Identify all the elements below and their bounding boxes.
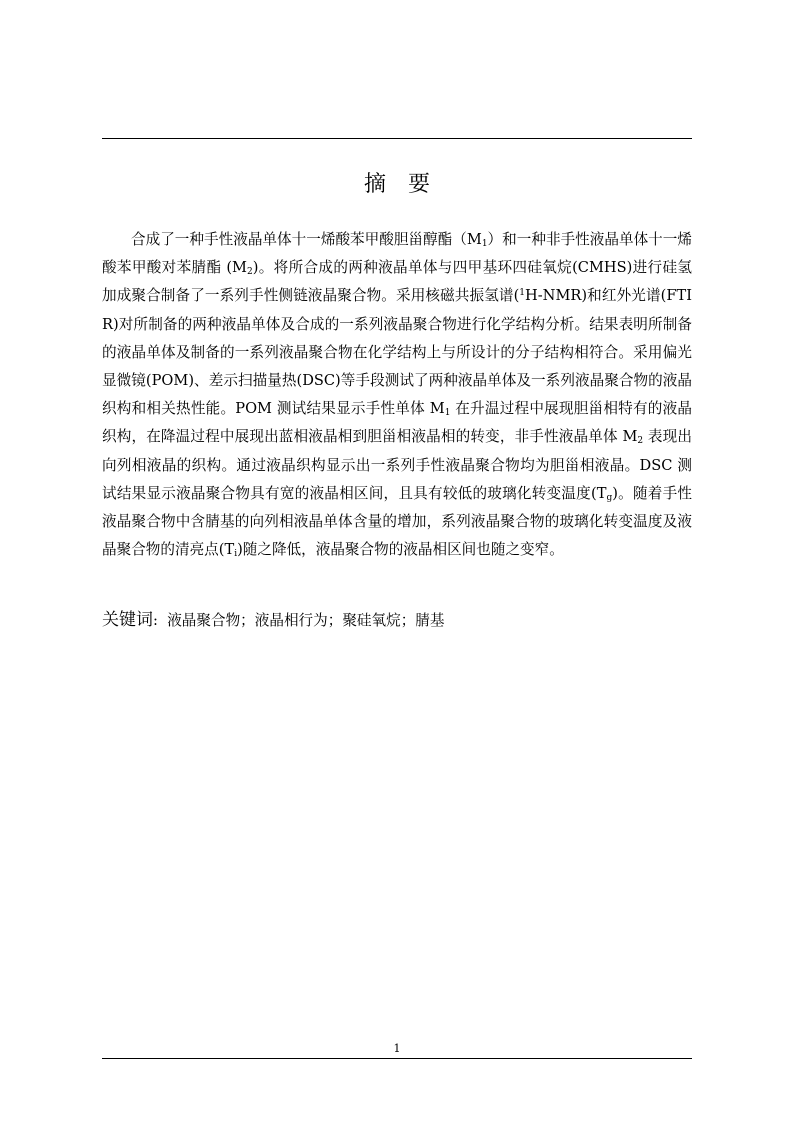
abstract-text-7: )。随着手性液晶聚合物中含腈基的向列相液晶单体含量的增加，系列液晶聚合物的玻璃化转变温度及液晶聚合物的清亮点(T xyxy=(102,484,692,559)
keywords-list: 液晶聚合物；液晶相行为；聚硅氧烷；腈基 xyxy=(167,612,445,629)
abstract-title xyxy=(102,170,692,200)
abstract-sup-3: 1 xyxy=(519,288,526,299)
abstract-sub-1: 1 xyxy=(481,239,488,249)
abstract-title-char-2: 要 xyxy=(408,172,431,197)
abstract-title-char-1: 摘 xyxy=(363,172,386,197)
abstract-text-8: )随之降低，液晶聚合物的液晶相区间也随之变窄。 xyxy=(237,541,564,559)
abstract-text-6: 表现出向列相液晶的织构。通过液晶织构显示出一系列手性液晶聚合物均为胆甾相液晶。DSC 测试结果显示液晶聚合物具有宽的液晶相区间，且具有较低的玻璃化转变温度(T xyxy=(102,428,692,502)
keywords-line xyxy=(102,606,692,635)
abstract-sub-7: i xyxy=(234,549,238,560)
page-number: 1 xyxy=(393,1042,401,1055)
abstract-text-4: H-NMR)和红外光谱(FTIR)对所制备的两种液晶单体及合成的一系列液晶聚合物进行化学结构分析。结果表明所制备的液晶单体及制备的一系列液晶聚合物在化学结构上与所设计的分子结构相符合。采用偏光显微镜(POM)、差示扫描量热(DSC)等手段测试了两种液晶单体及一系列液晶聚合物的液晶织构和相关热性能。POM 测试结果显示手性单体 M xyxy=(102,287,692,418)
keywords-label: 关键词 xyxy=(102,610,153,630)
header-rule xyxy=(102,138,692,139)
abstract-sub-5: 2 xyxy=(637,436,644,447)
keywords-colon: : xyxy=(153,612,158,629)
abstract-text-3: )。将所合成的两种液晶单体与四甲基环四硅氧烷(CMHS)进行硅氢加成聚合制备了一系列手性侧链液晶聚合物。采用核磁共振氢谱( xyxy=(102,259,692,305)
abstract-text-2: ）和一种非手性液晶单体十一烯酸苯甲酸对苯腈酯 (M xyxy=(102,231,692,277)
abstract-body xyxy=(102,226,692,564)
abstract-sub-2: 2 xyxy=(246,267,253,278)
abstract-sub-4: 1 xyxy=(444,408,451,419)
abstract-sub-6: g xyxy=(606,492,613,503)
footer-rule xyxy=(102,1058,692,1059)
abstract-text-1: 合成了一种手性液晶单体十一烯酸苯甲酸胆甾醇酯（M xyxy=(131,231,482,248)
abstract-text-5: 在升温过程中展现胆甾相特有的液晶织构，在降温过程中展现出蓝相液晶相到胆甾相液晶相的转变，非手性液晶单体 M xyxy=(102,400,693,446)
